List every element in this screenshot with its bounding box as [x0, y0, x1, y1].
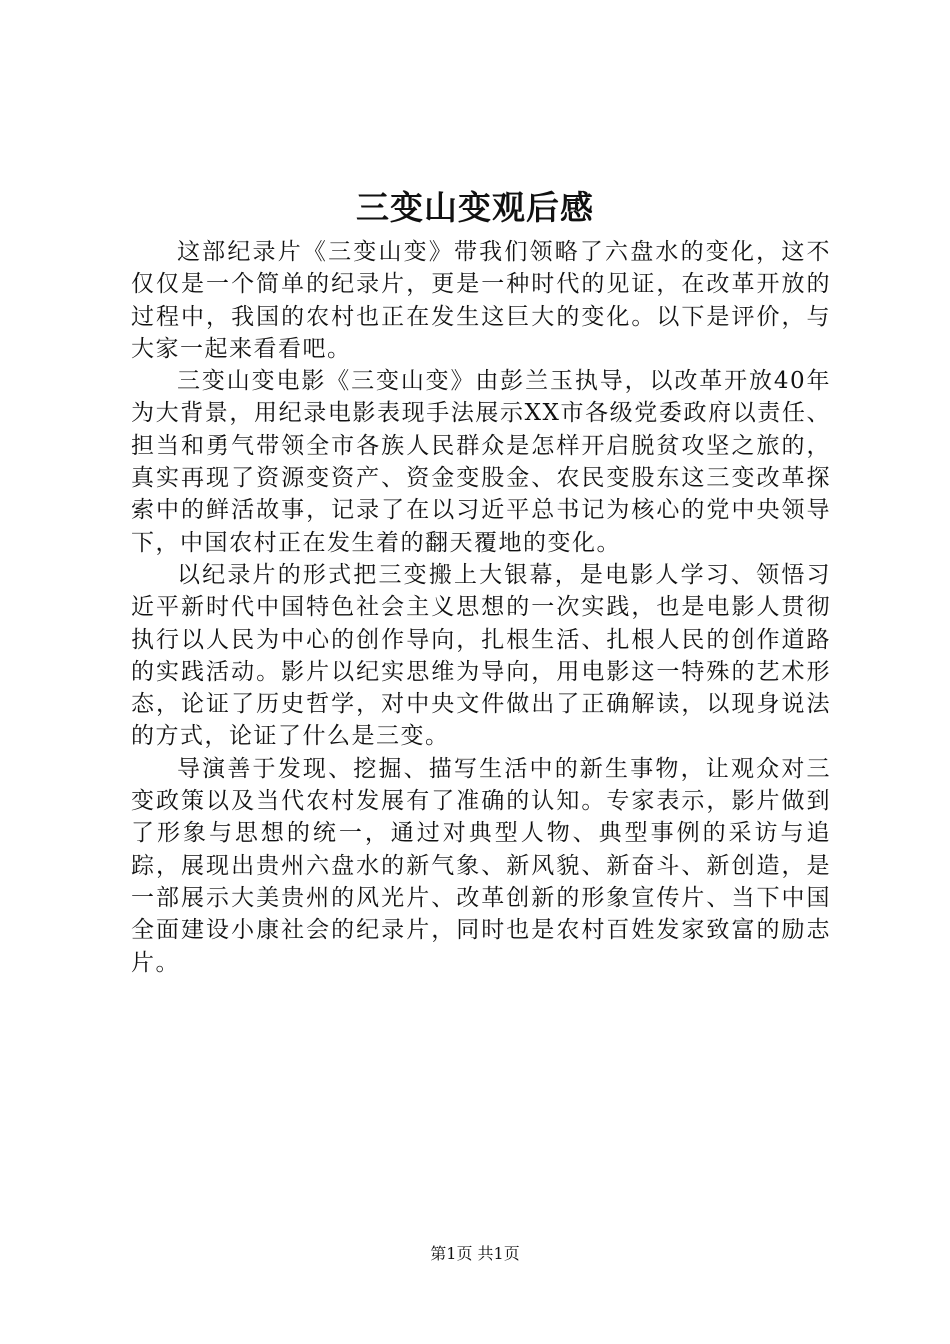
paragraph-1: 这部纪录片《三变山变》带我们领略了六盘水的变化，这不仅仅是一个简单的纪录片，更是一种时代的见证，在改革开放的过程中，我国的农村也正在发生这巨大的变化。以下是评价，与大家一起来看看吧。 — [131, 239, 831, 362]
page-number-footer: 第1页 共1页 — [430, 1244, 520, 1263]
document-body — [131, 236, 831, 979]
paragraph-4: 导演善于发现、挖掘、描写生活中的新生事物，让观众对三变政策以及当代农村发展有了准确的认知。专家表示，影片做到了形象与思想的统一，通过对典型人物、典型事例的采访与追踪，展现出贵州六盘水的新气象、新风貌、新奋斗、新创造，是一部展示大美贵州的风光片、改革创新的形象宣传片、当下中国全面建设小康社会的纪录片，同时也是农村百姓发家致富的励志片。 — [131, 755, 831, 976]
paragraph-2: 三变山变电影《三变山变》由彭兰玉执导，以改革开放40年为大背景，用纪录电影表现手法展示XX市各级党委政府以责任、担当和勇气带领全市各族人民群众是怎样开启脱贫攻坚之旅的，真实再现了资源变资产、资金变股金、农民变股东这三变改革探索中的鲜活故事，记录了在以习近平总书记为核心的党中央领导下，中国农村正在发生着的翻天覆地的变化。 — [131, 368, 831, 556]
paragraph-3: 以纪录片的形式把三变搬上大银幕，是电影人学习、领悟习近平新时代中国特色社会主义思想的一次实践，也是电影人贯彻执行以人民为中心的创作导向，扎根生活、扎根人民的创作道路的实践活动。影片以纪实思维为导向，用电影这一特殊的艺术形态，论证了历史哲学，对中央文件做出了正确解读，以现身说法的方式，论证了什么是三变。 — [131, 561, 831, 750]
document-title: 三变山变观后感 — [356, 188, 594, 227]
